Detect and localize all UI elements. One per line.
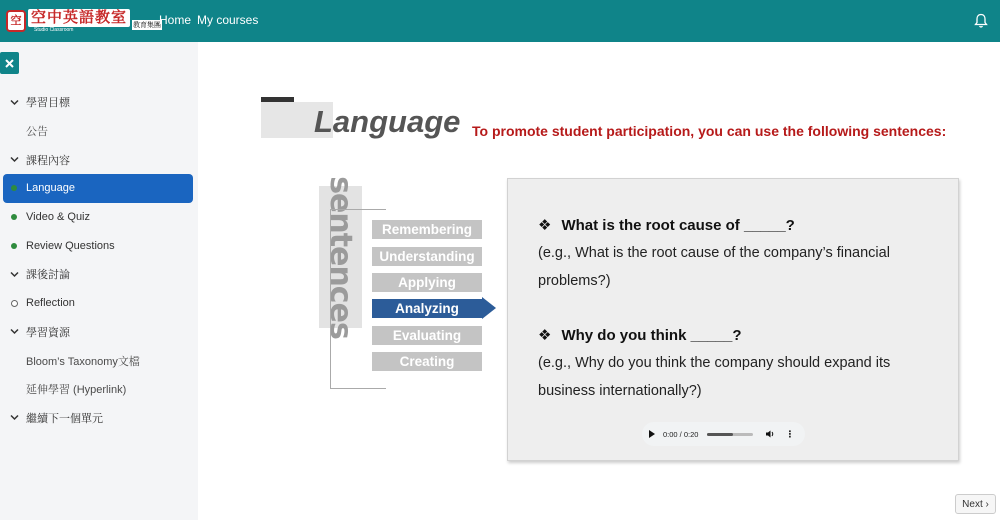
sidebar-item-label: 公告: [26, 126, 48, 139]
sidebar-section-resources[interactable]: [0, 318, 198, 347]
sidebar-item-label: 延伸學習 (Hyperlink): [26, 384, 127, 397]
level-applying: Applying: [372, 273, 482, 292]
next-button[interactable]: Next ›: [955, 494, 996, 514]
volume-icon[interactable]: [765, 429, 775, 439]
sidebar-item-video-quiz[interactable]: [0, 203, 198, 232]
sidebar-section-course-content[interactable]: [0, 145, 198, 174]
sidebar-section-label: 課後討論: [26, 269, 70, 282]
logo-group-text: 教育集團: [133, 22, 162, 29]
question-heading: ❖ Why do you think _____?: [538, 327, 742, 344]
question-card: [507, 178, 959, 461]
completion-dot-icon: [11, 185, 17, 191]
audio-volume-slider[interactable]: [707, 433, 753, 436]
sidebar-item-label: Video & Quiz: [26, 211, 91, 224]
question-heading: ❖ What is the root cause of _____?: [538, 217, 795, 234]
top-navbar: [0, 0, 1000, 42]
chevron-down-icon[interactable]: [10, 270, 19, 279]
nav-my-courses-link[interactable]: My courses: [197, 13, 259, 27]
sidebar-section-label: 學習目標: [26, 97, 70, 110]
completion-dot-icon: [11, 243, 17, 249]
level-remembering: Remembering: [372, 220, 482, 239]
sidebar-item-label: Bloom’s Taxonomy文檔: [26, 355, 140, 368]
sidebar-item-label: Language: [26, 182, 75, 195]
sidebar-item-reflection[interactable]: [0, 289, 198, 318]
sidebar-section-label: 繼續下一個單元: [26, 412, 103, 425]
level-evaluating: Evaluating: [372, 326, 482, 345]
notification-bell-icon[interactable]: [974, 13, 988, 29]
logo-sub-text: Studio Classroom: [34, 27, 74, 33]
sidebar-section-label: 課程內容: [26, 154, 70, 167]
audio-time: 0:00 / 0:20: [663, 429, 699, 439]
more-options-icon[interactable]: ⋮: [785, 428, 795, 439]
sidebar-item-label: Reflection: [26, 297, 75, 310]
sentences-vertical-label: sentences: [323, 175, 358, 339]
incomplete-circle-icon: [11, 300, 18, 307]
close-icon: [5, 59, 14, 68]
close-sidebar-button[interactable]: [0, 52, 19, 74]
chevron-down-icon[interactable]: [10, 155, 19, 164]
chevron-down-icon[interactable]: [10, 98, 19, 107]
completion-dot-icon: [11, 214, 17, 220]
level-pointer-arrow-icon: [482, 297, 496, 319]
page-title: Language: [314, 104, 461, 139]
sidebar-item-label: Review Questions: [26, 239, 115, 252]
main-content: [198, 42, 1000, 520]
question-example: (e.g., Why do you think the company should expand its business internationally?): [538, 355, 891, 399]
play-icon[interactable]: [649, 430, 655, 438]
sidebar-section-next-unit[interactable]: [0, 404, 198, 433]
logo-text: [28, 9, 130, 33]
sidebar-section-learning-goals[interactable]: [0, 88, 198, 117]
course-index: [0, 88, 198, 432]
level-analyzing: Analyzing: [372, 299, 482, 318]
sidebar-item-blooms-taxonomy[interactable]: [0, 346, 198, 375]
logo-main-text: 空中英語教室: [28, 9, 130, 27]
sidebar-item-language[interactable]: [3, 174, 193, 203]
bullet-icon: ❖: [538, 327, 552, 344]
chevron-down-icon[interactable]: [10, 413, 19, 422]
instruction-text: To promote student participation, you can use the following sentences:: [472, 123, 947, 139]
question-example: (e.g., What is the root cause of the company’s financial problems?): [538, 245, 890, 289]
logo-badge-icon: 空: [6, 10, 26, 32]
audio-player[interactable]: [642, 422, 805, 446]
sidebar-item-hyperlink[interactable]: [0, 375, 198, 404]
sidebar-item-review-questions[interactable]: [0, 231, 198, 260]
sidebar-section-label: 學習資源: [26, 326, 70, 339]
level-understanding: Understanding: [372, 247, 482, 266]
sidebar-item-announcements[interactable]: [0, 117, 198, 146]
bullet-icon: ❖: [538, 217, 552, 234]
brand-logo[interactable]: [6, 8, 162, 34]
nav-home-link[interactable]: Home: [159, 13, 192, 27]
sidebar-section-discussion[interactable]: [0, 260, 198, 289]
chevron-down-icon[interactable]: [10, 327, 19, 336]
level-creating: Creating: [372, 352, 482, 371]
